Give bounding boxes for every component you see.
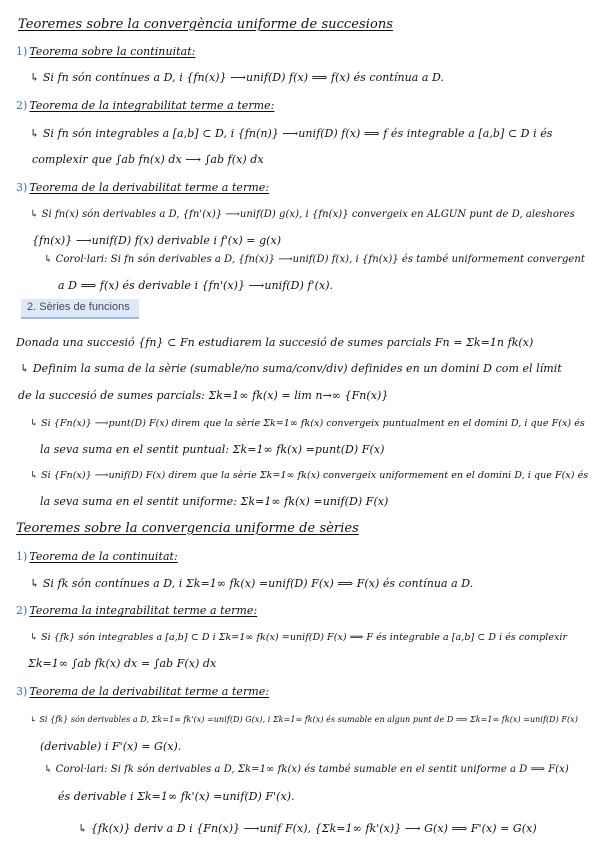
note-text: Teorema sobre la continuitat: (29, 45, 196, 58)
note-line (16, 45, 195, 59)
note-text: ↳ Si {fk} són derivables a D, Σk=1∞ fk'(x) =unif(D) G(x), i Σk=1∞ fk(x) és sumable en algun punt de D ⟹ Σk=1∞ fk(x) =unif(D) F(x) (30, 715, 578, 724)
section-heading-text: 2. Sèries de funcions (27, 301, 130, 313)
note-line (16, 604, 257, 618)
note-text: és derivable i Σk=1∞ fk'(x) =unif(D) F'(x). (58, 790, 295, 803)
note-line (20, 362, 562, 376)
note-text: Teoremes sobre la convergència uniforme de succesions (18, 17, 393, 32)
note-line (30, 631, 567, 645)
note-text: Teoremes sobre la convergencia uniforme de sèries (16, 521, 359, 536)
note-line (40, 740, 181, 754)
note-line (44, 763, 569, 777)
note-text: ↳ Si fn són integrables a [a,b] ⊂ D, i {fn(n)} ⟶unif(D) f(x) ⟹ f és integrable a [a,b] ⊂ D i és (30, 127, 553, 140)
note-text: ↳ Si {fk} són integrables a [a,b] ⊂ D i Σk=1∞ fk(x) =unif(D) F(x) ⟹ F és integrable a [a,b] ⊂ D i és complexir (30, 632, 568, 643)
note-line (30, 469, 588, 483)
note-text: Teorema la integrabilitat terme a terme: (29, 604, 258, 617)
note-line (18, 18, 393, 32)
note-line (16, 336, 533, 350)
note-text: Σk=1∞ ∫ab fk(x) dx = ∫ab F(x) dx (28, 657, 217, 670)
note-line (32, 153, 264, 167)
note-text: ↳ Si {Fn(x)} ⟶unif(D) F(x) direm que la sèrie Σk=1∞ fk(x) convergeix uniformement en el domini D, i que F(x) és (30, 470, 589, 481)
item-number: 3) (16, 181, 28, 194)
note-text: ↳ Si {Fn(x)} ⟶punt(D) F(x) direm que la sèrie Σk=1∞ fk(x) convergeix puntualment en el domini D, i que F(x) és (30, 418, 585, 429)
note-line (18, 389, 388, 403)
note-text: la seva suma en el sentit uniforme: Σk=1∞ fk(x) =unif(D) F(x) (40, 495, 389, 508)
note-text: ↳ Si fn són contínues a D, i {fn(x)} ⟶unif(D) f(x) ⟹ f(x) és contínua a D. (30, 71, 445, 84)
note-line (16, 99, 274, 113)
item-number: 3) (16, 685, 28, 698)
item-number: 2) (16, 99, 28, 112)
note-text: ↳ Corol·lari: Si fk són derivables a D, Σk=1∞ fk(x) és també sumable en el sentit uniforme a D ⟹ F(x) (44, 764, 569, 775)
note-line (44, 253, 585, 267)
note-text: a D ⟹ f(x) és derivable i {fn'(x)} ⟶unif(D) f'(x). (58, 279, 334, 292)
note-line (30, 127, 552, 141)
note-text: la seva suma en el sentit puntual: Σk=1∞ fk(x) =punt(D) F(x) (40, 443, 385, 456)
note-text: {fn(x)} ⟶unif(D) f(x) derivable i f'(x) = g(x) (32, 234, 282, 247)
note-line (30, 208, 575, 222)
section-heading-series (21, 299, 139, 319)
note-text: Teorema de la continuitat: (29, 550, 178, 563)
note-line (30, 713, 578, 727)
note-line (16, 550, 178, 564)
note-line (58, 279, 333, 293)
note-line (16, 181, 269, 195)
note-text: Teorema de la derivabilitat terme a terme: (29, 685, 270, 698)
note-line (16, 685, 269, 699)
note-line (16, 522, 359, 536)
note-line (58, 790, 295, 804)
note-text: de la succesió de sumes parcials: Σk=1∞ fk(x) = lim n→∞ {Fn(x)} (18, 389, 389, 402)
note-line (30, 577, 473, 591)
note-line (30, 71, 444, 85)
note-text: (derivable) i F'(x) = G(x). (40, 740, 182, 753)
note-text: complexir que ∫ab fn(x) dx ⟶ ∫ab f(x) dx (32, 153, 264, 166)
item-number: 1) (16, 45, 28, 58)
note-line (28, 657, 216, 671)
note-text: Teorema de la derivabilitat terme a terme: (29, 181, 270, 194)
item-number: 1) (16, 550, 28, 563)
note-text: ↳ Corol·lari: Si fn són derivables a D, {fn(x)} ⟶unif(D) f(x), i {fn(x)} és també uniformement convergent (44, 254, 585, 265)
note-line (78, 822, 537, 836)
note-line (30, 417, 585, 431)
note-line (32, 234, 281, 248)
note-line (40, 443, 384, 457)
note-text: Teorema de la integrabilitat terme a terme: (29, 99, 275, 112)
note-text: ↳ Si fk són contínues a D, i Σk=1∞ fk(x) =unif(D) F(x) ⟹ F(x) és contínua a D. (30, 577, 474, 590)
note-text: Donada una succesió {fn} ⊂ Fn estudiarem la succesió de sumes parcials Fn = Σk=1n fk(x) (16, 336, 534, 349)
note-text: ↳ Definim la suma de la sèrie (sumable/no suma/conv/div) definides en un domini D com el límit (20, 362, 562, 375)
note-line (40, 495, 388, 509)
note-text: ↳ Si fn(x) són derivables a D, {fn'(x)} ⟶unif(D) g(x), i {fn(x)} convergeix en ALGUN punt de D, aleshores (30, 209, 575, 220)
item-number: 2) (16, 604, 28, 617)
note-text: ↳ {fk(x)} deriv a D i {Fn(x)} ⟶unif F(x), {Σk=1∞ fk'(x)} ⟶ G(x) ⟹ F'(x) = G(x) (78, 822, 537, 835)
